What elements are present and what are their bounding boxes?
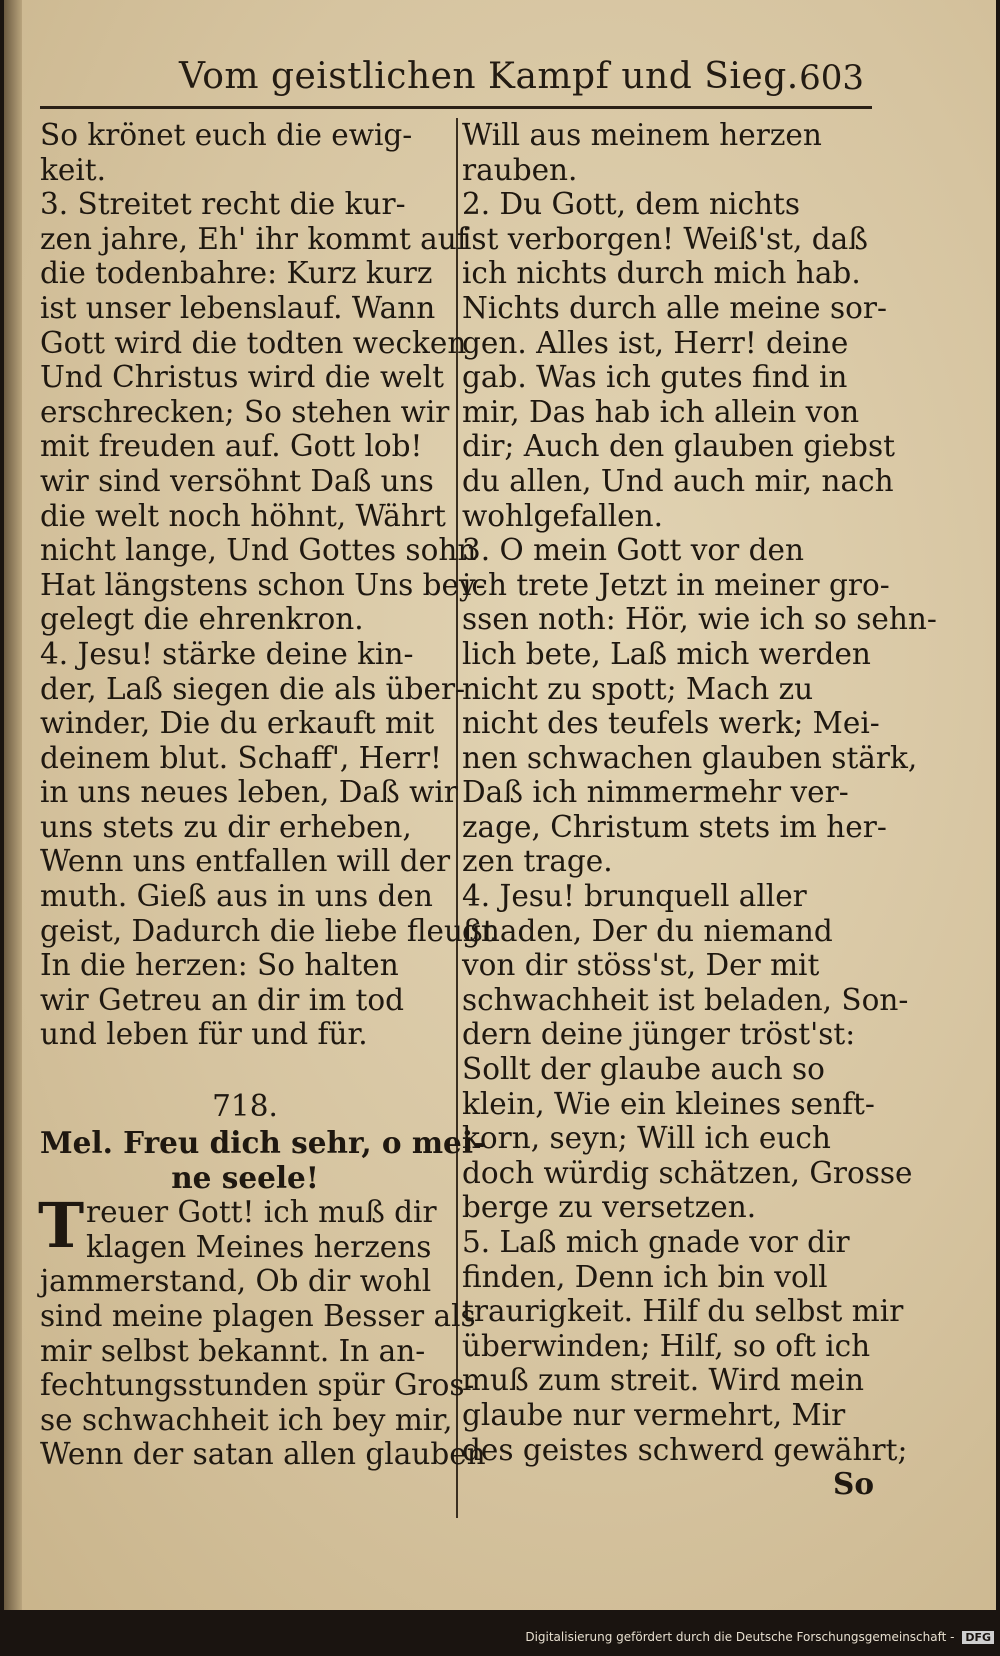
text-line: der, Laß siegen die als über- (40, 671, 466, 706)
text-line: mit freuden auf. Gott lob! (40, 429, 423, 464)
text-line: von dir stöss'st, Der mit (462, 948, 820, 983)
text-line: Wenn der satan allen glauben (40, 1437, 486, 1472)
text-line: ich nichts durch mich hab. (462, 256, 861, 291)
text-line: gnaden, Der du niemand (462, 913, 833, 948)
text-line: 2. Du Gott, dem nichts (462, 187, 800, 222)
page-spine-shadow (4, 0, 22, 1610)
text-line: die todenbahre: Kurz kurz (40, 256, 433, 291)
text-line: rauben. (462, 152, 578, 187)
text-line: Nichts durch alle meine sor- (462, 290, 887, 325)
text-line: Wenn uns entfallen will der (40, 844, 451, 879)
text-line: wir sind versöhnt Daß uns (40, 463, 434, 498)
text-line: Will aus meinem herzen (462, 118, 822, 152)
text-line: Sollt der glaube auch so (462, 1052, 825, 1087)
text-line: gab. Was ich gutes find in (462, 360, 848, 395)
text-line: klein, Wie ein kleines senft- (462, 1086, 875, 1121)
text-line: nicht lange, Und Gottes sohn (40, 533, 477, 568)
text-line: ist verborgen! Weiß'st, daß (462, 221, 868, 256)
melody-line: Mel. Freu dich sehr, o mei- (40, 1125, 486, 1161)
right-column (462, 118, 937, 1502)
melody-line-continued: ne seele! (171, 1159, 319, 1195)
text-line: des geistes schwerd gewährt; (462, 1432, 908, 1467)
text-line: winder, Die du erkauft mit (40, 706, 435, 741)
dfg-logo: DFG (962, 1631, 994, 1644)
text-line: die welt noch höhnt, Währt (40, 498, 446, 533)
text-line: se schwachheit ich bey mir, (40, 1402, 453, 1437)
left-column-lines (40, 118, 495, 1052)
left-column (38, 118, 495, 1472)
text-line: 3. O mein Gott vor den (462, 533, 804, 568)
text-line: gen. Alles ist, Herr! deine (462, 325, 849, 360)
text-line: nen schwachen glauben stärk, (462, 740, 918, 775)
text-line: und leben für und für. (40, 1017, 368, 1052)
text-line: 3. Streitet recht die kur- (40, 187, 406, 222)
running-title: Vom geistlichen Kampf und Sieg. (179, 56, 799, 97)
text-line: zage, Christum stets im her- (462, 809, 887, 844)
text-line: schwachheit ist beladen, Son- (462, 982, 909, 1017)
text-line: 4. Jesu! brunquell aller (462, 879, 807, 914)
text-line: uns stets zu dir erheben, (40, 809, 412, 844)
text-line: mir selbst bekannt. In an- (40, 1333, 426, 1368)
text-line: muß zum streit. Wird mein (462, 1363, 865, 1398)
hymn-first-line-text: reuer Gott! ich muß dir (86, 1195, 437, 1230)
header-rule (40, 106, 872, 109)
text-line: korn, seyn; Will ich euch (462, 1121, 831, 1156)
text-line: deinem blut. Schaff', Herr! (40, 740, 442, 775)
text-line: Hat längstens schon Uns bey- (40, 567, 486, 602)
digitization-credit (525, 1630, 994, 1644)
text-line: fechtungsstunden spür Gros- (40, 1368, 475, 1403)
text-line: sind meine plagen Besser als (40, 1299, 476, 1333)
credit-text: Digitalisierung gefördert durch die Deutsche Forschungsgemeinschaft - (525, 1630, 955, 1644)
text-line: wir Getreu an dir im tod (40, 982, 405, 1017)
text-line: nicht zu spott; Mach zu (462, 671, 814, 706)
text-line: 4. Jesu! stärke deine kin- (40, 636, 414, 671)
text-line: doch würdig schätzen, Grosse (462, 1155, 913, 1190)
hymn-lines (40, 1229, 486, 1472)
text-line: zen jahre, Eh' ihr kommt auf (40, 221, 468, 256)
text-line: finden, Denn ich bin voll (462, 1259, 828, 1294)
text-line: berge zu versetzen. (462, 1190, 757, 1225)
page-number: 603 (799, 58, 864, 98)
text-line: zen trage. (462, 844, 613, 879)
text-line: klagen Meines herzens (86, 1229, 432, 1264)
text-line: glaube nur vermehrt, Mir (462, 1397, 846, 1432)
text-line: Und Christus wird die welt (40, 360, 444, 395)
text-line: ist unser lebenslauf. Wann (40, 290, 436, 325)
text-line: jammerstand, Ob dir wohl (40, 1264, 432, 1299)
page-header (44, 52, 864, 102)
drop-capital: T (38, 1189, 85, 1263)
text-line: lich bete, Laß mich werden (462, 636, 871, 671)
text-line: In die herzen: So halten (40, 948, 399, 983)
text-line: mir, Das hab ich allein von (462, 394, 860, 429)
text-line: dir; Auch den glauben giebst (462, 429, 895, 464)
text-line: erschrecken; So stehen wir (40, 394, 450, 429)
text-line: gelegt die ehrenkron. (40, 602, 364, 637)
text-line: traurigkeit. Hilf du selbst mir (462, 1294, 904, 1329)
right-column-lines (462, 118, 937, 1467)
text-line: ssen noth: Hör, wie ich so sehn- (462, 602, 937, 637)
text-line: Gott wird die todten wecken (40, 325, 467, 360)
catchword: So (833, 1466, 874, 1502)
text-line: in uns neues leben, Daß wir (40, 775, 458, 810)
text-line: keit. (40, 152, 107, 187)
text-line: muth. Gieß aus in uns den (40, 879, 433, 914)
text-line: überwinden; Hilf, so oft ich (462, 1328, 871, 1363)
text-line: So krönet euch die ewig- (40, 118, 413, 152)
text-line: wohlgefallen. (462, 498, 663, 533)
text-line: nicht des teufels werk; Mei- (462, 706, 880, 741)
hymn-number: 718. (212, 1089, 278, 1124)
text-line: geist, Dadurch die liebe fleußt (40, 913, 495, 948)
text-line: Daß ich nimmermehr ver- (462, 775, 849, 810)
book-page (4, 0, 996, 1610)
text-line: dern deine jünger tröst'st: (462, 1017, 856, 1052)
text-line: 5. Laß mich gnade vor dir (462, 1225, 850, 1259)
text-line: ich trete Jetzt in meiner gro- (462, 567, 890, 602)
text-line: du allen, Und auch mir, nach (462, 463, 894, 498)
